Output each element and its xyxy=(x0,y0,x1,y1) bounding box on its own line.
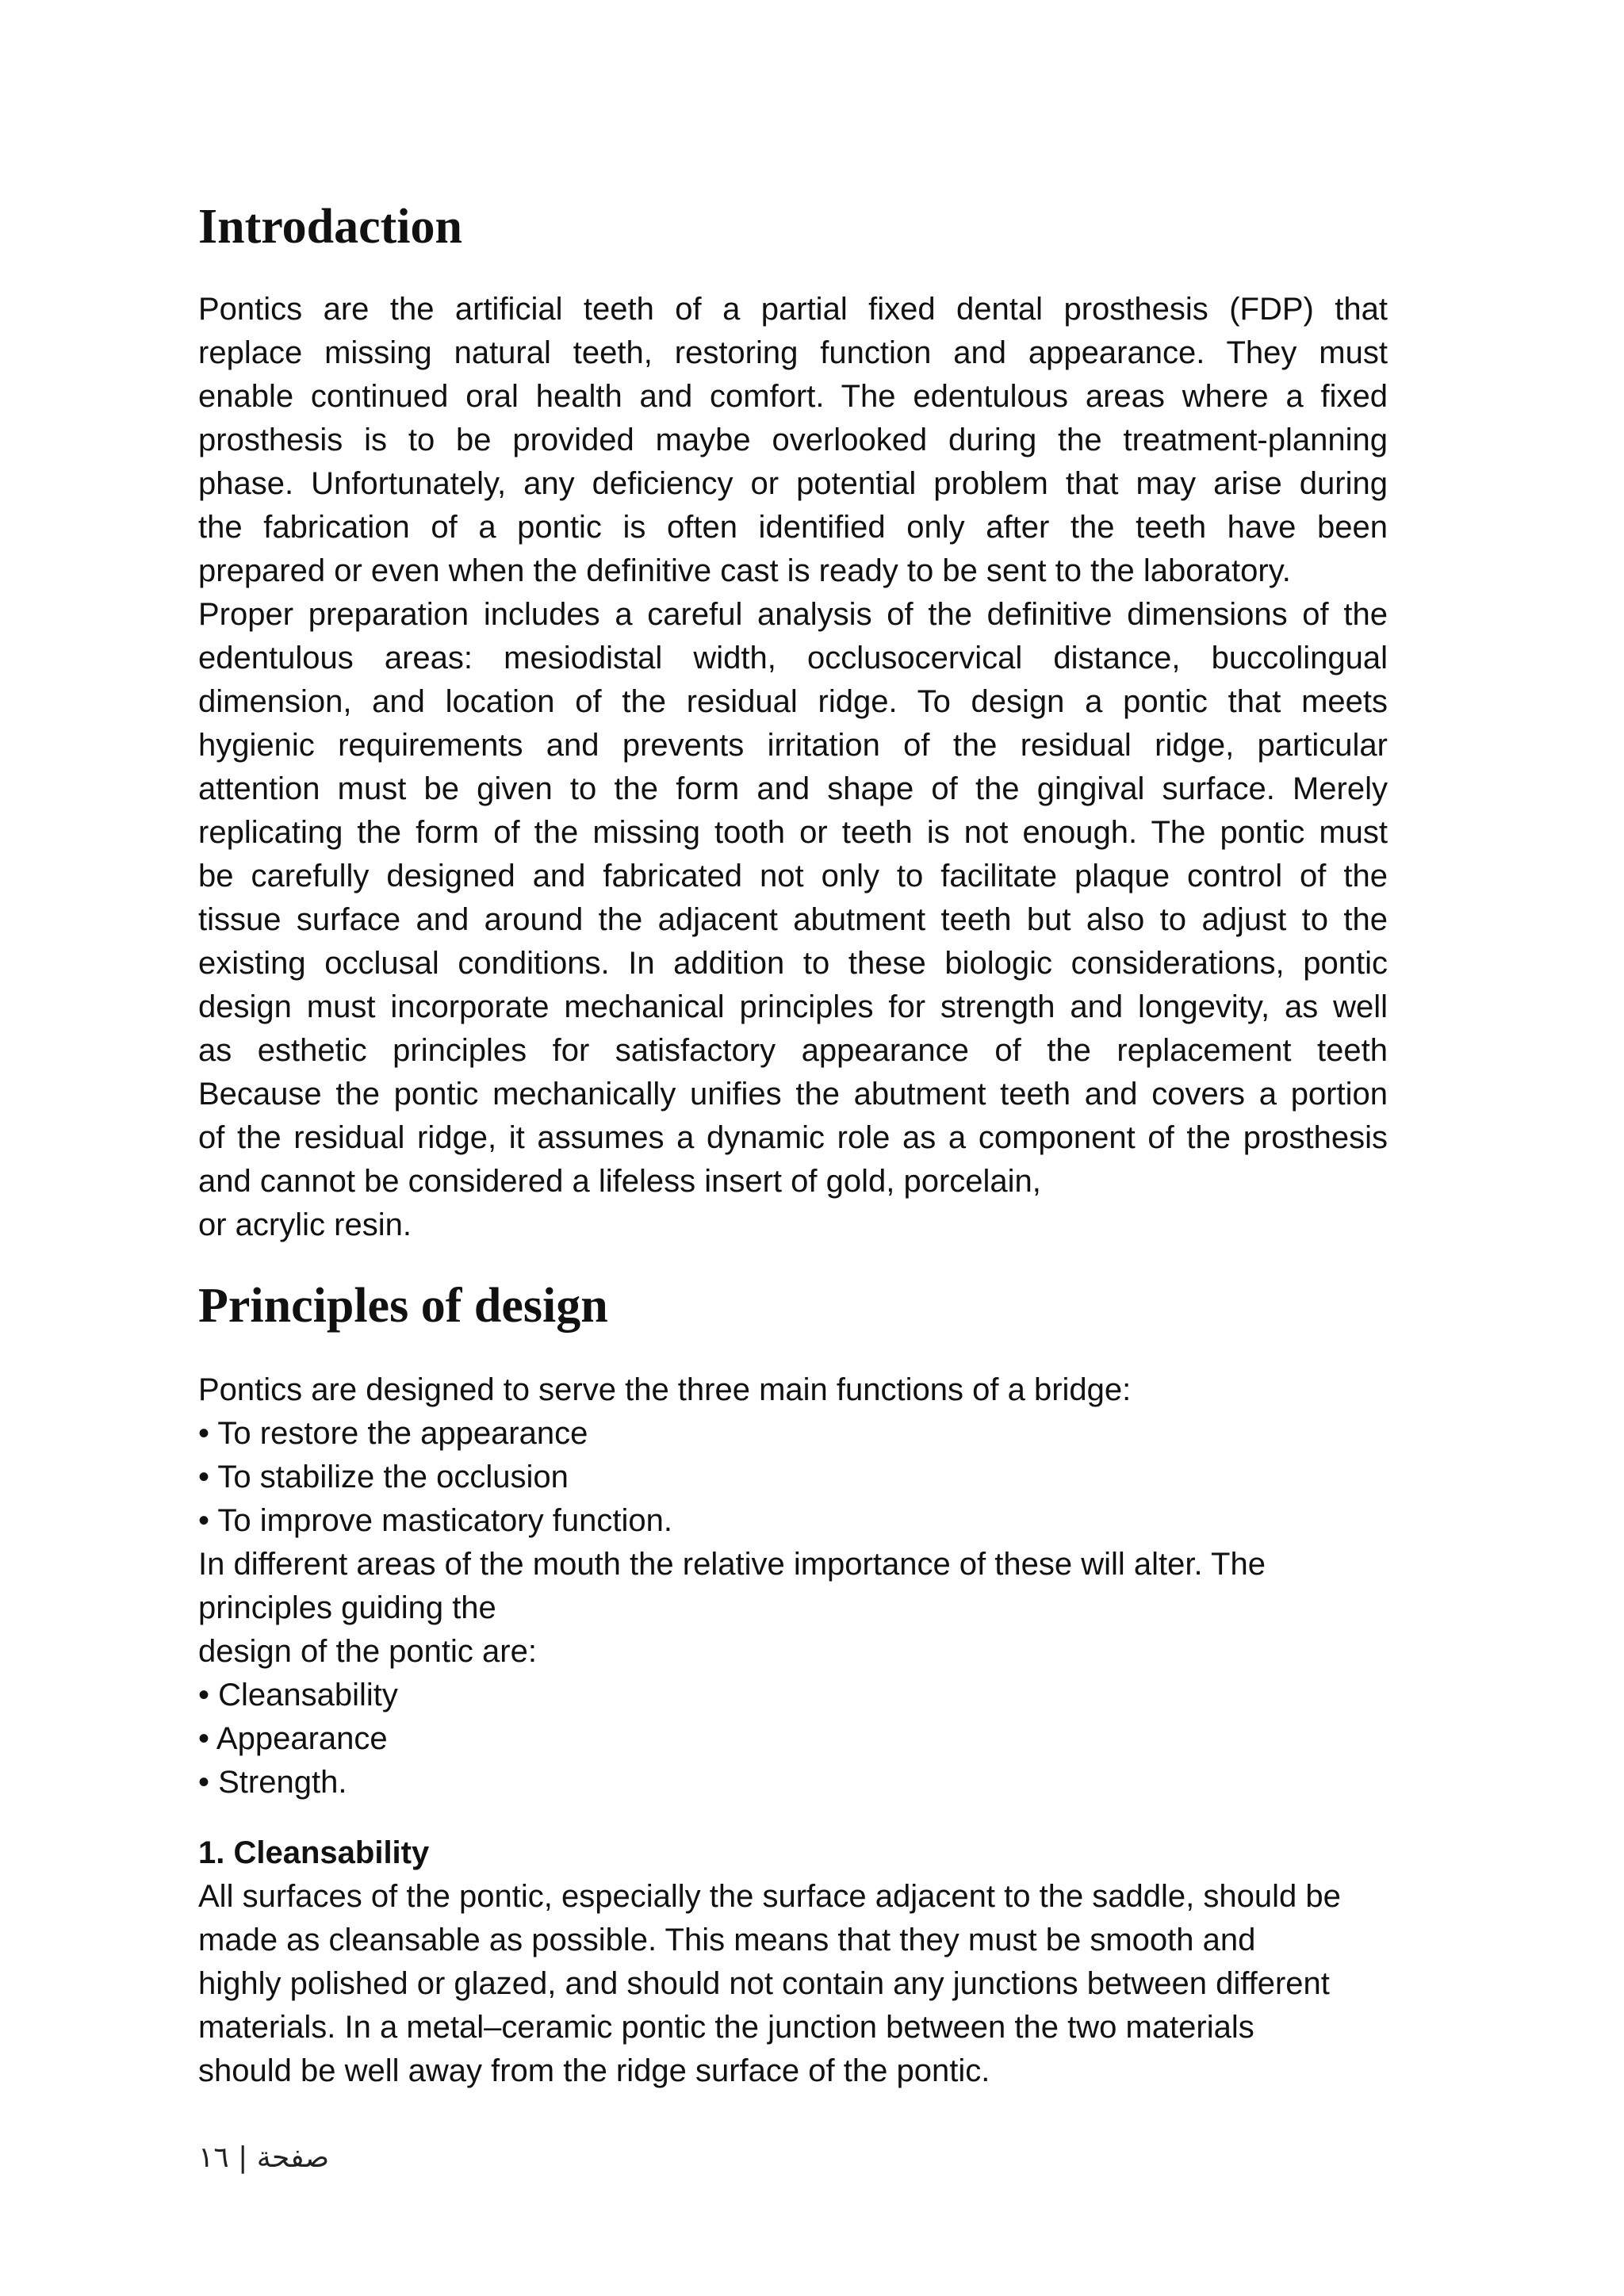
introduction-paragraph xyxy=(198,288,1388,1247)
page-number-footer: صفحة | ١٦ xyxy=(198,2141,330,2174)
text-line: Because the pontic mechanically unifies the abutment teeth and covers a portion xyxy=(198,1077,1388,1112)
text-line: enable continued oral health and comfort. The edentulous areas where a fixed xyxy=(198,379,1388,414)
text-line: design must incorporate mechanical principles for strength and longevity, as well xyxy=(198,989,1388,1024)
text-line: replace missing natural teeth, restoring function and appearance. They must xyxy=(198,335,1388,370)
text-line: of the residual ridge, it assumes a dynamic role as a component of the prosthesis xyxy=(198,1120,1388,1155)
bullet-item: • Appearance xyxy=(198,1721,388,1756)
text-line: the fabrication of a pontic is often identified only after the teeth have been xyxy=(198,510,1388,545)
cleansability-paragraph xyxy=(198,1875,1388,2093)
section-heading-principles: Principles of design xyxy=(198,1279,608,1333)
text-line: edentulous areas: mesiodistal width, occlusocervical distance, buccolingual xyxy=(198,641,1388,675)
text-line: attention must be given to the form and shape of the gingival surface. Merely xyxy=(198,771,1388,806)
bullet-item: • To stabilize the occlusion xyxy=(198,1460,569,1494)
text-line: highly polished or glazed, and should not contain any junctions between different xyxy=(198,1966,1330,2001)
text-line: All surfaces of the pontic, especially the surface adjacent to the saddle, should be xyxy=(198,1879,1341,1914)
text-line: design of the pontic are: xyxy=(198,1634,537,1669)
text-line: Pontics are the artificial teeth of a partial fixed dental prosthesis (FDP) that xyxy=(198,292,1388,327)
text-line: prepared or even when the definitive cast is ready to be sent to the laboratory. xyxy=(198,553,1291,588)
text-line: hygienic requirements and prevents irritation of the residual ridge, particular xyxy=(198,728,1388,763)
text-line: In different areas of the mouth the relative importance of these will alter. The xyxy=(198,1547,1266,1582)
principles-paragraph xyxy=(198,1368,1388,1804)
text-line: dimension, and location of the residual ridge. To design a pontic that meets xyxy=(198,684,1388,719)
bullet-item: • Cleansability xyxy=(198,1678,398,1712)
text-line: or acrylic resin. xyxy=(198,1207,412,1242)
bullet-item: • To improve masticatory function. xyxy=(198,1503,672,1538)
subsection-heading-cleansability: 1. Cleansability xyxy=(198,1835,430,1870)
text-line: Pontics are designed to serve the three main functions of a bridge: xyxy=(198,1372,1132,1407)
text-line: phase. Unfortunately, any deficiency or potential problem that may arise during xyxy=(198,466,1388,501)
bullet-item: • To restore the appearance xyxy=(198,1416,588,1451)
text-line: principles guiding the xyxy=(198,1590,496,1625)
section-heading-introduction: Introdaction xyxy=(198,200,463,254)
text-line: and cannot be considered a lifeless insert of gold, porcelain, xyxy=(198,1164,1041,1199)
text-line: Proper preparation includes a careful analysis of the definitive dimensions of the xyxy=(198,597,1388,632)
text-line: tissue surface and around the adjacent abutment teeth but also to adjust to the xyxy=(198,902,1388,937)
text-line: be carefully designed and fabricated not only to facilitate plaque control of the xyxy=(198,859,1388,894)
text-line: prosthesis is to be provided maybe overlooked during the treatment-planning xyxy=(198,423,1388,457)
text-line: should be well away from the ridge surface of the pontic. xyxy=(198,2053,990,2088)
text-line: made as cleansable as possible. This means that they must be smooth and xyxy=(198,1923,1256,1957)
text-line: existing occlusal conditions. In addition to these biologic considerations, pontic xyxy=(198,946,1388,981)
bullet-item: • Strength. xyxy=(198,1765,347,1800)
text-line: replicating the form of the missing tooth or teeth is not enough. The pontic must xyxy=(198,815,1388,850)
text-line: as esthetic principles for satisfactory appearance of the replacement teeth xyxy=(198,1033,1388,1068)
text-line: materials. In a metal–ceramic pontic the junction between the two materials xyxy=(198,2010,1254,2045)
